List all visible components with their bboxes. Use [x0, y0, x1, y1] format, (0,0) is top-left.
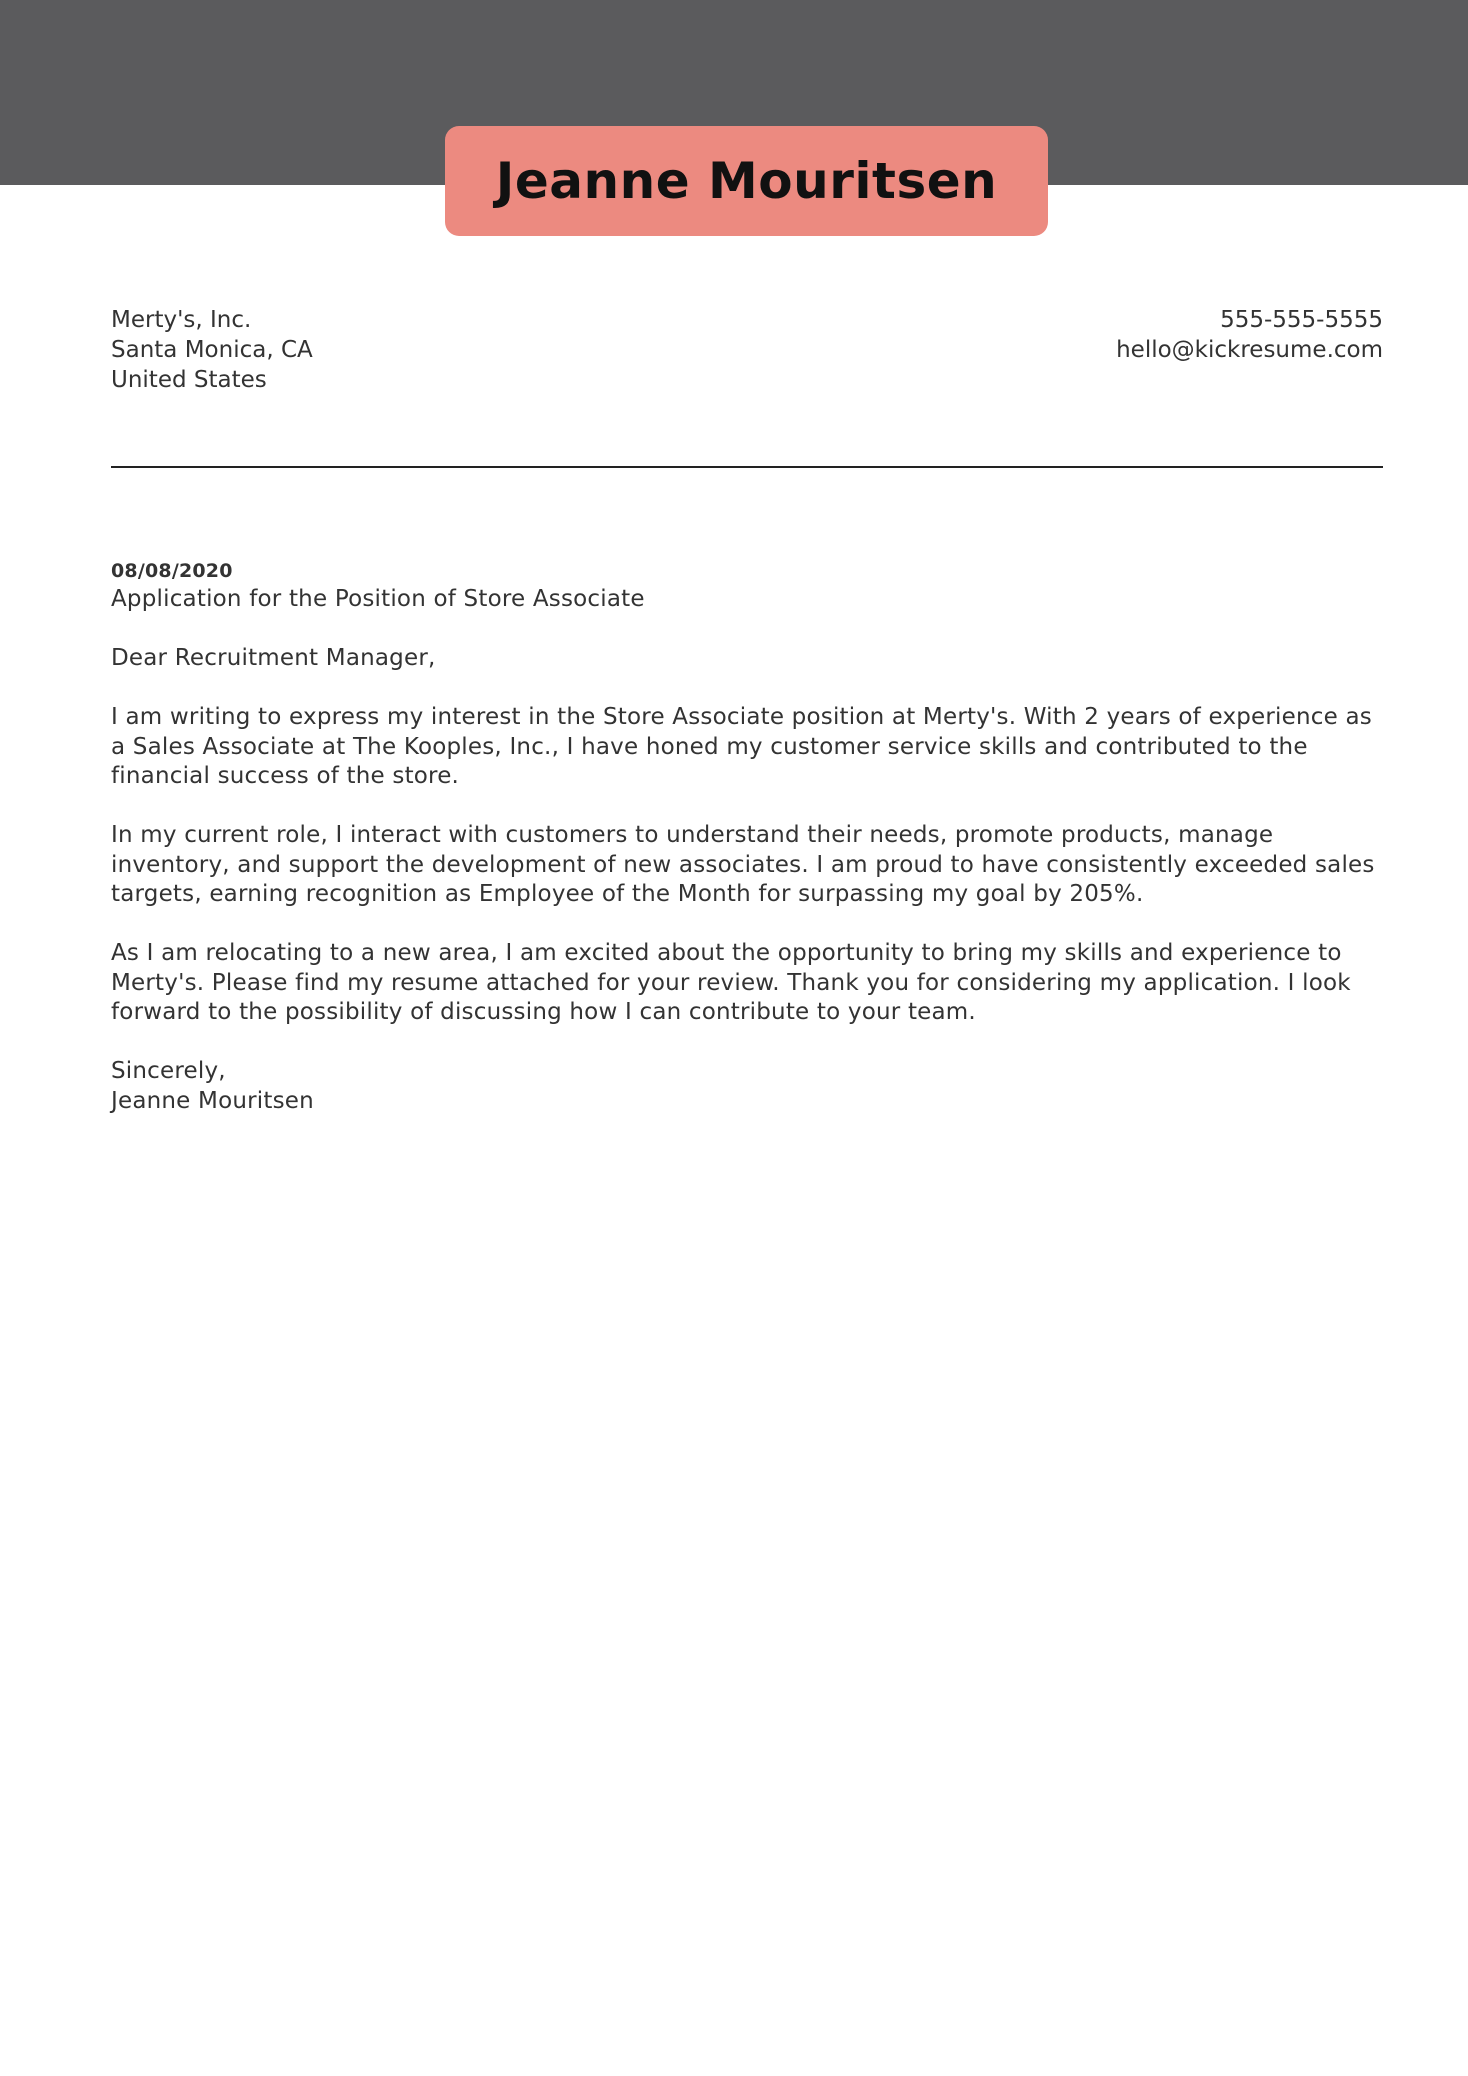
- salutation: Dear Recruitment Manager,: [111, 645, 436, 671]
- letter-subject: Application for the Position of Store Associate: [111, 586, 645, 612]
- sender-email: hello@kickresume.com: [1116, 337, 1383, 363]
- letter-body: [111, 557, 1389, 1116]
- closing: Sincerely,: [111, 1058, 226, 1084]
- sender-contact: [1116, 305, 1383, 365]
- recipient-country: United States: [111, 367, 267, 393]
- name-banner: [445, 126, 1048, 236]
- applicant-name: Jeanne Mouritsen: [495, 152, 998, 210]
- section-divider: [111, 466, 1383, 468]
- paragraph-3: As I am relocating to a new area, I am excited about the opportunity to bring my skills and experience to Merty's. Please find my resume attached for your review. Thank you for considering my application. I look forward to the possibility of discussing how I can contribute to your team.: [111, 940, 1351, 1025]
- signature: Jeanne Mouritsen: [111, 1087, 314, 1114]
- recipient-city: Santa Monica, CA: [111, 337, 313, 363]
- recipient-address: [111, 305, 313, 395]
- sender-phone: 555-555-5555: [1220, 307, 1383, 333]
- letter-date: 08/08/2020: [111, 560, 233, 582]
- paragraph-1: I am writing to express my interest in the Store Associate position at Merty's. With 2 years of experience as a Sales Associate at The Kooples, Inc., I have honed my customer service skills and contributed to the financial success of the store.: [111, 704, 1372, 789]
- paragraph-2: In my current role, I interact with customers to understand their needs, promote products, manage inventory, and support the development of new associates. I am proud to have consistently exceeded sales targets, earning recognition as Employee of the Month for surpassing my goal by 205%.: [111, 822, 1375, 907]
- recipient-company: Merty's, Inc.: [111, 307, 252, 333]
